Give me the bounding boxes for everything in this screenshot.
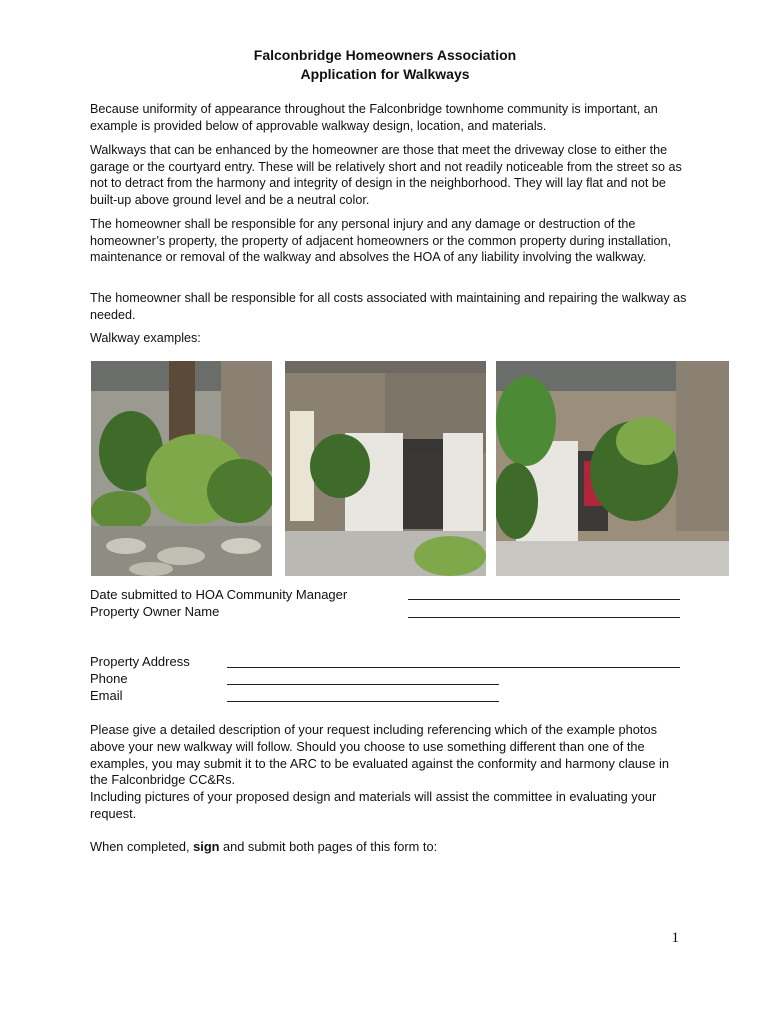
intro-paragraph: Because uniformity of appearance throughout the Falconbridge townhome community is important, an example is provided below of approvable walkway design, location, and materials. <box>90 102 658 133</box>
property-owner-label: Property Owner Name <box>90 604 220 619</box>
date-submitted-field[interactable] <box>408 599 680 600</box>
liability-paragraph: The homeowner shall be responsible for any personal injury and any damage or destruction of the homeowner’s property, the property of adjacent homeowners or the common property during installation, maintenance or removal of the walkway and absolves the HOA of any liability involving the walkway. <box>90 217 672 264</box>
submit-prefix: When completed, <box>90 839 194 854</box>
walkway-example-photo-2 <box>285 361 486 576</box>
submit-suffix: and submit both pages of this form to: <box>219 839 438 854</box>
document-title: Falconbridge Homeowners Association <box>253 47 517 63</box>
property-address-field[interactable] <box>227 667 680 668</box>
examples-label: Walkway examples: <box>90 331 201 345</box>
submission-instructions <box>90 839 690 856</box>
date-submitted-label: Date submitted to HOA Community Manager <box>90 587 348 602</box>
email-field[interactable] <box>227 701 499 702</box>
walkway-example-photo-3 <box>496 361 729 576</box>
pictures-instructions: Including pictures of your proposed design and materials will assist the committee in evaluating your request. <box>90 789 657 821</box>
phone-field[interactable] <box>227 684 499 685</box>
phone-label: Phone <box>90 671 128 686</box>
document-subtitle: Application for Walkways <box>300 66 470 82</box>
description-instructions: Please give a detailed description of your request including referencing which of the example photos above your new walkway will follow. Should you choose to use something different than one of the examples, you may submit it to the ARC to be evaluated against the conformity and harmony clause in the Falconbridge CC&Rs. <box>90 722 670 788</box>
property-owner-field[interactable] <box>408 617 680 618</box>
sign-emphasis: sign <box>193 839 220 854</box>
email-label: Email <box>90 688 123 703</box>
eligibility-paragraph: Walkways that can be enhanced by the homeowner are those that meet the driveway close to either the garage or the courtyard entry. These will be relatively short and not readily noticeable from the street so as not to detract from the harmony and integrity of design in the neighborhood. They will lay flat and not be built-up above ground level and be a neutral color. <box>90 143 682 207</box>
property-address-label: Property Address <box>90 654 190 669</box>
page-number: 1 <box>671 930 679 946</box>
walkway-example-photo-1 <box>91 361 272 576</box>
costs-paragraph: The homeowner shall be responsible for all costs associated with maintaining and repairing the walkway as needed. <box>90 291 687 322</box>
